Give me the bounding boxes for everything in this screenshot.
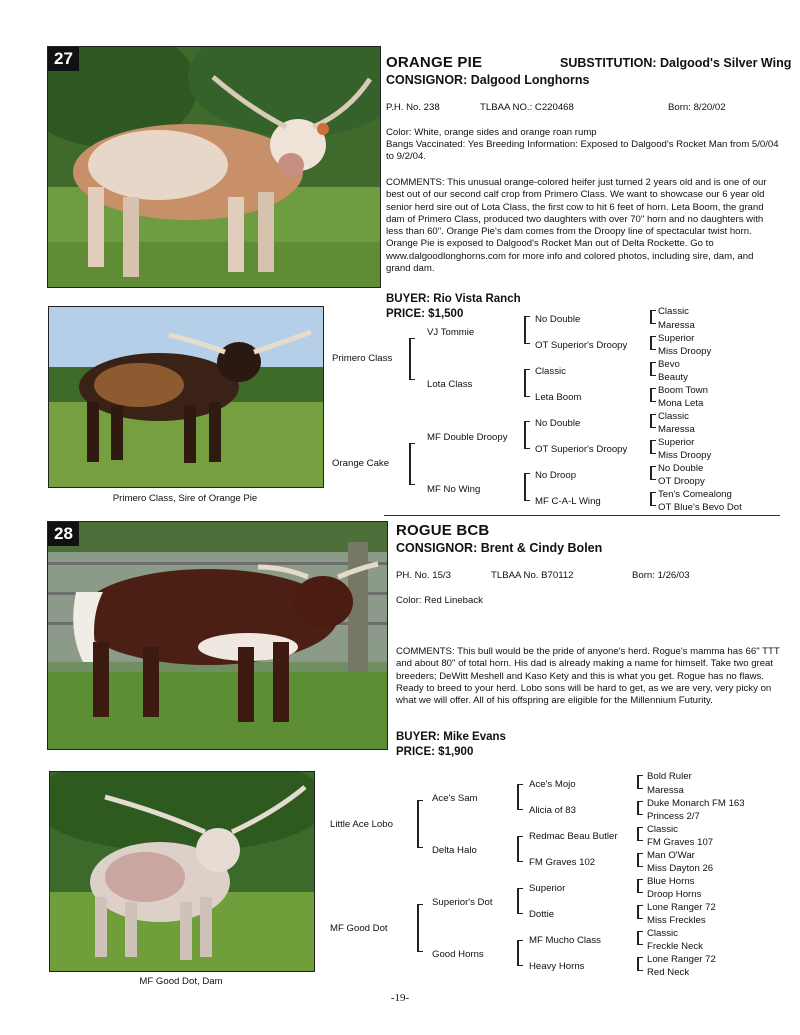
lot28-ped-g2-2: Superior's Dot — [432, 897, 493, 908]
lot28-bracket — [417, 800, 423, 848]
lot27-ped-g3-3: Leta Boom — [535, 392, 582, 403]
lot28-dam-caption: MF Good Dot, Dam — [139, 976, 223, 987]
lot27-ped-g3-7: MF C-A-L Wing — [535, 496, 601, 507]
lot28-consignor: CONSIGNOR: Brent & Cindy Bolen — [396, 541, 603, 555]
lot27-name: ORANGE PIE — [386, 54, 483, 71]
lot28-ped-g4-5: FM Graves 107 — [647, 837, 714, 848]
lot28-born: Born: 1/26/03 — [632, 570, 690, 581]
section-divider — [384, 515, 780, 516]
lot27-ped-g2-0: VJ Tommie — [427, 327, 475, 338]
lot27-ped-g4-13: OT Droopy — [658, 476, 705, 487]
lot27-tlbaa-no: TLBAA NO.: C220468 — [480, 102, 574, 113]
lot28-comments: COMMENTS: This bull would be the pride of anyone's herd. Rogue's mamma has 66" TTT and about 80" of total horn. His dad is already making a name for himself. Take two great breeders; DeWitt Meshell and Kaso Kety and this is what you get. Rogue has no flaws. Ready to breed to your herd. Lobo sons will be hard to get, as we are very, very picky on what we will offer. All of his offspring are eligible for the Millennium Futurity. — [396, 646, 780, 707]
lot27-ped-g4-11: Miss Droopy — [658, 450, 712, 461]
lot28-color: Color: Red Lineback — [396, 595, 483, 606]
lot28-ped-g4-12: Classic — [647, 928, 678, 939]
lot27-ped-g4-10: Superior — [658, 437, 695, 448]
lot27-bracket — [524, 473, 530, 501]
lot28-ped-g4-0: Bold Ruler — [647, 771, 692, 782]
lot28-ph-no: PH. No. 15/3 — [396, 570, 451, 581]
lot27-sire-caption: Primero Class, Sire of Orange Pie — [112, 493, 258, 504]
lot28-ped-g2-0: Ace's Sam — [432, 793, 478, 804]
lot28-bracket — [637, 905, 643, 919]
lot28-ped-g2-3: Good Horns — [432, 949, 484, 960]
lot28-ped-g4-3: Princess 2/7 — [647, 811, 700, 822]
lot27-ped-g3-0: No Double — [535, 314, 581, 325]
lot27-ped-g4-5: Beauty — [658, 372, 688, 383]
lot27-ped-g4-3: Miss Droopy — [658, 346, 712, 357]
lot27-bracket — [650, 414, 656, 428]
lot27-ped-g4-2: Superior — [658, 333, 695, 344]
lot28-ped-g4-1: Maressa — [647, 785, 684, 796]
lot27-ped-g2-3: MF No Wing — [427, 484, 481, 495]
lot28-ped-g4-11: Miss Freckles — [647, 915, 706, 926]
lot27-ped-g3-4: No Double — [535, 418, 581, 429]
lot27-bracket — [524, 369, 530, 397]
lot28-number: 28 — [48, 522, 79, 546]
lot27-ped-g4-14: Ten's Comealong — [658, 489, 732, 500]
lot27-bracket — [650, 310, 656, 324]
lot27-ped-g2-2: MF Double Droopy — [427, 432, 508, 443]
lot28-ped-g3-6: MF Mucho Class — [529, 935, 601, 946]
lot27-ped-g4-0: Classic — [658, 306, 689, 317]
lot27-color: Color: White, orange sides and orange roan rump — [386, 127, 597, 138]
lot27-ped-g3-5: OT Superior's Droopy — [535, 444, 628, 455]
lot27-bracket — [650, 440, 656, 454]
lot28-ped-g4-4: Classic — [647, 824, 678, 835]
lot27-ped-g4-9: Maressa — [658, 424, 695, 435]
lot27-bangs: Bangs Vaccinated: Yes Breeding Information: Exposed to Dalgood's Rocket Man from 5/0/04 to 9/2/04. — [386, 139, 779, 163]
lot27-bracket — [524, 316, 530, 344]
lot28-buyer: BUYER: Mike Evans — [396, 731, 506, 743]
lot28-bracket — [517, 784, 523, 810]
lot28-ped-g3-5: Dottie — [529, 909, 555, 920]
lot28-ped-g4-7: Miss Dayton 26 — [647, 863, 714, 874]
lot27-bracket — [409, 338, 415, 380]
lot27-ped-g4-15: OT Blue's Bevo Dot — [658, 502, 742, 513]
lot28-bracket — [637, 827, 643, 841]
lot28-photo — [47, 521, 388, 750]
lot28-bracket — [517, 940, 523, 966]
lot27-ped-g2-1: Lota Class — [427, 379, 473, 390]
lot28-ped-g3-7: Heavy Horns — [529, 961, 585, 972]
lot27-ped-g3-1: OT Superior's Droopy — [535, 340, 628, 351]
lot27-bracket — [409, 443, 415, 485]
longhorn-bull-image — [49, 307, 323, 487]
lot27-ped-g4-8: Classic — [658, 411, 689, 422]
longhorn-bull-image — [48, 522, 387, 749]
lot27-bracket — [650, 466, 656, 480]
lot28-ped-g4-10: Lone Ranger 72 — [647, 902, 716, 913]
lot27-substitution: SUBSTITUTION: Dalgood's Silver Wing — [560, 56, 792, 70]
lot27-ped-g1-0: Primero Class — [332, 353, 393, 364]
lot27-ped-g3-2: Classic — [535, 366, 566, 377]
lot27-bracket — [650, 336, 656, 350]
lot27-sire-photo — [48, 306, 324, 488]
lot27-bracket — [524, 421, 530, 449]
lot28-ped-g4-15: Red Neck — [647, 967, 690, 978]
lot28-bracket — [637, 853, 643, 867]
lot27-buyer: BUYER: Rio Vista Ranch — [386, 293, 521, 305]
lot27-born: Born: 8/20/02 — [668, 102, 726, 113]
lot28-ped-g3-0: Ace's Mojo — [529, 779, 576, 790]
lot28-ped-g4-13: Freckle Neck — [647, 941, 703, 952]
lot28-ped-g4-8: Blue Horns — [647, 876, 695, 887]
lot28-ped-g4-14: Lone Ranger 72 — [647, 954, 716, 965]
lot27-consignor: CONSIGNOR: Dalgood Longhorns — [386, 73, 590, 87]
lot28-bracket — [637, 801, 643, 815]
lot27-ped-g3-6: No Droop — [535, 470, 577, 481]
lot28-bracket — [417, 904, 423, 952]
lot28-ped-g3-2: Redmac Beau Butler — [529, 831, 618, 842]
lot27-ped-g4-6: Boom Town — [658, 385, 708, 396]
lot28-ped-g3-3: FM Graves 102 — [529, 857, 596, 868]
lot28-ped-g3-1: Alicia of 83 — [529, 805, 576, 816]
lot27-ped-g4-7: Mona Leta — [658, 398, 704, 409]
lot27-ped-g1-1: Orange Cake — [332, 458, 390, 469]
lot28-ped-g4-2: Duke Monarch FM 163 — [647, 798, 745, 809]
lot27-bracket — [650, 362, 656, 376]
lot28-name: ROGUE BCB — [396, 522, 490, 539]
page-number: -19- — [390, 992, 410, 1004]
lot27-bracket — [650, 388, 656, 402]
lot28-bracket — [637, 931, 643, 945]
lot28-ped-g2-1: Delta Halo — [432, 845, 477, 856]
lot28-dam-photo — [49, 771, 315, 972]
lot27-bracket — [650, 492, 656, 506]
lot27-ped-g4-1: Maressa — [658, 320, 695, 331]
lot27-ph-no: P.H. No. 238 — [386, 102, 440, 113]
longhorn-cow-image — [50, 772, 314, 971]
lot28-bracket — [637, 775, 643, 789]
lot27-ped-g4-12: No Double — [658, 463, 704, 474]
lot27-price: PRICE: $1,500 — [386, 308, 464, 320]
lot27-comments: COMMENTS: This unusual orange-colored heifer just turned 2 years old and is one of our best out of our second calf crop from Primero Class. We want to showcase our 6 year old senior herd sire out of Lota Class, the first cow to hit 6 feet of horn. Leta Boom, the grand dam of Primero Class, produced two daughters with over 70" horn and no daughters with less than 60". Orange Pie's dam comes from the Droopy line of spectacular twist horn. Orange Pie is exposed to Dalgood's Rocket Man out of Delta Rockette. Go to www.dalgoodlonghorns.com for more info and colored photos, including sire, dam, and grand dam. — [386, 177, 767, 275]
lot28-ped-g1-1: MF Good Dot — [330, 923, 388, 934]
lot28-bracket — [517, 836, 523, 862]
lot28-ped-g4-6: Man O'War — [647, 850, 695, 861]
lot28-bracket — [637, 879, 643, 893]
lot28-ped-g4-9: Droop Horns — [647, 889, 702, 900]
lot28-price: PRICE: $1,900 — [396, 746, 474, 758]
lot27-photo — [47, 46, 381, 288]
lot27-number: 27 — [48, 47, 79, 71]
lot28-ped-g1-0: Little Ace Lobo — [330, 819, 393, 830]
lot28-tlbaa-no: TLBAA No. B70112 — [491, 570, 574, 581]
lot28-bracket — [637, 957, 643, 971]
lot28-bracket — [517, 888, 523, 914]
longhorn-heifer-image — [48, 47, 380, 287]
lot28-ped-g3-4: Superior — [529, 883, 566, 894]
lot27-ped-g4-4: Bevo — [658, 359, 680, 370]
